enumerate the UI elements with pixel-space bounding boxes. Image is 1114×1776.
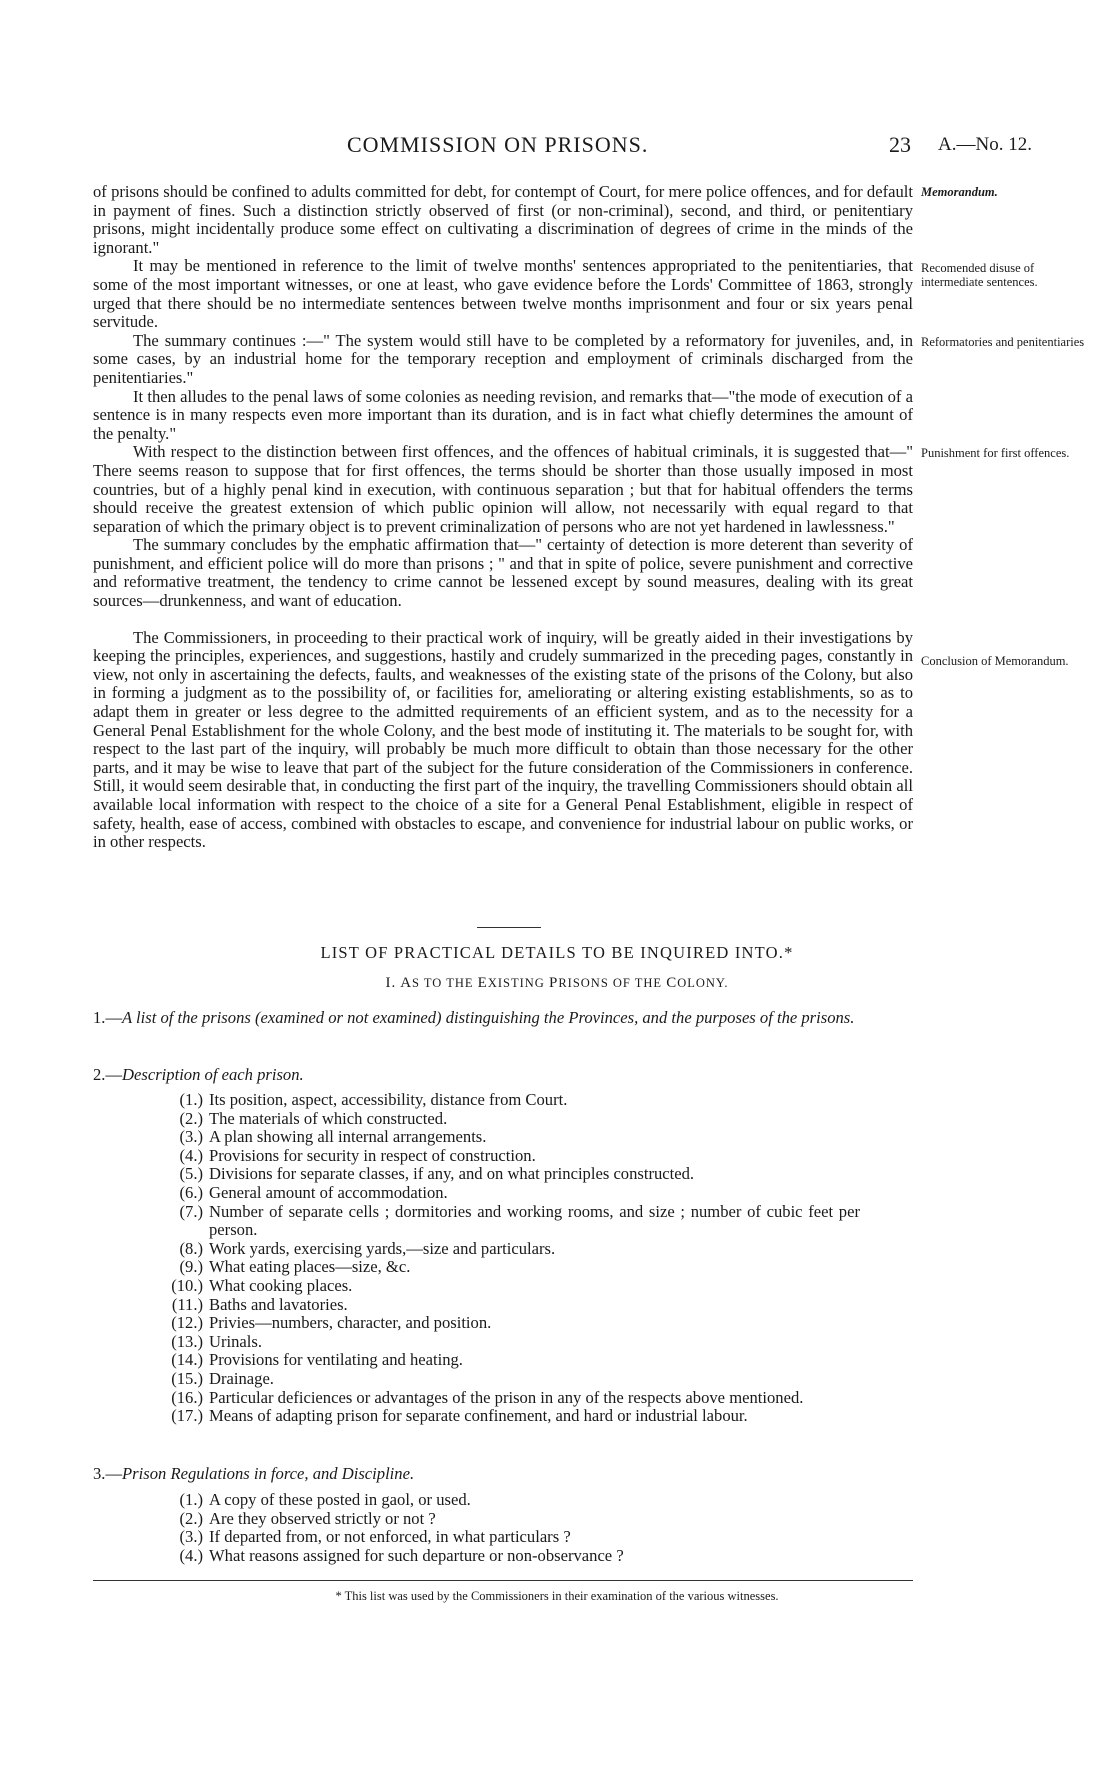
sublist-item-number: (3.) [179, 1127, 203, 1147]
sublist-item [160, 1258, 860, 1277]
paragraph: It may be mentioned in reference to the limit of twelve months' sentences appropriated to the penitentiaries, that some of the most important witnesses, or one at least, who gave evidence before the Lords' Committee of 1863, strongly urged that there should be no intermediate sentences between twelve months imprisonment and four or six years penal servitude. [93, 256, 913, 332]
sublist-item-text: Baths and lavatories. [209, 1294, 348, 1314]
sublist-item-number: (6.) [179, 1182, 203, 1202]
sublist-item-text: Are they observed strictly or not ? [209, 1508, 436, 1528]
sublist-item-text: If departed from, or not enforced, in what particulars ? [209, 1527, 571, 1547]
sublist-item [160, 1147, 860, 1166]
sublist-item-number: (2.) [179, 1108, 203, 1128]
page-header [0, 130, 1114, 160]
margin-note-memorandum: Memorandum. [921, 185, 998, 199]
sublist-item-number: (15.) [171, 1368, 203, 1388]
sublist-item-text: Privies—numbers, character, and position. [209, 1313, 492, 1333]
sublist-item-number: (8.) [179, 1238, 203, 1258]
sublist-item-number: (13.) [171, 1331, 203, 1351]
sublist-item-text: Work yards, exercising yards,—size and particulars. [209, 1238, 556, 1258]
sublist-item [160, 1110, 860, 1129]
sublist-item-text: What cooking places. [209, 1275, 353, 1295]
footnote: * This list was used by the Commissioners in their examination of the various witnesses. [335, 1589, 779, 1603]
sublist-item-number: (1.) [179, 1490, 203, 1509]
sublist-item [160, 1547, 860, 1566]
margin-note-recommended: Recomended disuse of intermediate sentences. [921, 261, 1038, 289]
paragraph: With respect to the distinction between first offences, and the offences of habitual criminals, it is suggested that—" There seems reason to suppose that for first offences, the terms should be shorter than those usually imposed in most countries, but of a highly penal kind in execution, with continuous separation ; but that for habitual offenders the terms should receive the greatest extension of which public opinion will allow, not necessarily with equal regard to that separation of which the primary object is to prevent criminalization of persons who are not yet hardened in lawlessness." [93, 442, 913, 536]
sublist-item-number: (16.) [171, 1387, 203, 1407]
sublist-item-text: Means of adapting prison for separate confinement, and hard or industrial labour. [209, 1406, 748, 1426]
sublist-item-text: Provisions for security in respect of construction. [209, 1145, 536, 1165]
sublist-item-number: (12.) [171, 1313, 203, 1333]
sublist-item [160, 1091, 860, 1110]
description-sublist [160, 1091, 860, 1426]
sublist-item-number: (9.) [179, 1257, 203, 1277]
running-title: COMMISSION ON PRISONS. [347, 132, 649, 157]
document-series: A.—No. 12. [938, 134, 1032, 155]
sublist-item-text: The materials of which constructed. [209, 1108, 448, 1128]
paragraph: of prisons should be confined to adults committed for debt, for contempt of Court, for mere police offences, and for default in payment of fines. Such a distinction strictly observed of first (or non-criminal), second, and third, or penitentiary prisons, might incidentally produce some effect on cultivating a discrimination of degrees of crime in the minds of the ignorant." [93, 182, 913, 257]
list-item-heading: 2.—Description of each prison. [93, 1065, 304, 1084]
section-subtitle: I. AS TO THE EXISTING PRISONS OF THE COLONY. [385, 975, 729, 991]
paragraph: It then alludes to the penal laws of some colonies as needing revision, and remarks that—"the mode of execution of a sentence is in many respects even more important than its duration, and is in fact what chiefly determines the amount of the penalty." [93, 386, 913, 443]
list-item-heading: 1.—A list of the prisons (examined or not examined) distinguishing the Provinces, and the purposes of the prisons. [93, 1008, 855, 1027]
sublist-item-text: What reasons assigned for such departure or non-observance ? [209, 1545, 624, 1565]
sublist-item [160, 1491, 860, 1510]
sublist-item-text: A plan showing all internal arrangements. [209, 1127, 487, 1147]
sublist-item [160, 1203, 860, 1240]
sublist-item [160, 1128, 860, 1147]
list-item-heading: 3.—Prison Regulations in force, and Discipline. [93, 1464, 415, 1483]
page-number: 23 [889, 132, 911, 157]
sublist-item-number: (7.) [179, 1201, 203, 1221]
paragraph: The summary continues :—" The system would still have to be completed by a reformatory for juveniles, and, in some cases, by an industrial home for the temporary reception and employment of criminals discharged from the penitentiaries." [93, 330, 913, 387]
sublist-item-number: (4.) [179, 1145, 203, 1165]
sublist-item [160, 1528, 860, 1547]
sublist-item [160, 1165, 860, 1184]
sublist-item-number: (5.) [179, 1164, 203, 1184]
sublist-item-text: General amount of accommodation. [209, 1182, 448, 1202]
sublist-item-number: (1.) [179, 1090, 203, 1109]
body-text [93, 183, 913, 852]
sublist-item [160, 1510, 860, 1529]
sublist-item-number: (14.) [171, 1350, 203, 1370]
sublist-item [160, 1389, 860, 1408]
sublist-item-number: (11.) [171, 1294, 203, 1314]
sublist-item [160, 1314, 860, 1333]
sublist-item [160, 1370, 860, 1389]
sublist-item-number: (17.) [171, 1406, 203, 1426]
paragraph: The summary concludes by the emphatic affirmation that—" certainty of detection is more deterent than severity of punishment, and efficient police will do more than prisons ; " and that in spite of police, severe punishment and corrective and reformative treatment, the tendency to crime cannot be lessened except by sound measures, dealing with its great sources—drunkenness, and want of education. [93, 535, 913, 611]
regulations-sublist [160, 1491, 860, 1565]
sublist-item-number: (4.) [179, 1545, 203, 1565]
sublist-item-number: (10.) [171, 1275, 203, 1295]
margin-note-punishment: Punishment for first offences. [921, 446, 1070, 460]
sublist-item-text: Particular deficiences or advantages of the prison in any of the respects above mentioned. [209, 1387, 804, 1407]
sublist-item-text: What eating places—size, &c. [209, 1257, 411, 1277]
sublist-item-text: Its position, aspect, accessibility, distance from Court. [209, 1090, 568, 1109]
sublist-item-number: (3.) [179, 1527, 203, 1547]
footnote-rule [93, 1580, 913, 1581]
margin-note-reformatories: Reformatories and penitentiaries [921, 335, 1085, 349]
sublist-item [160, 1296, 860, 1315]
list-title: LIST OF PRACTICAL DETAILS TO BE INQUIRED INTO.* [320, 943, 794, 962]
section-divider [477, 927, 541, 928]
sublist-item [160, 1351, 860, 1370]
sublist-item [160, 1184, 860, 1203]
sublist-item-text: Provisions for ventilating and heating. [209, 1350, 463, 1370]
sublist-item-text: Divisions for separate classes, if any, and on what principles constructed. [209, 1164, 695, 1184]
sublist-item [160, 1333, 860, 1352]
sublist-item [160, 1277, 860, 1296]
sublist-item-text: A copy of these posted in gaol, or used. [209, 1490, 471, 1509]
sublist-item [160, 1407, 860, 1426]
sublist-item-text: Drainage. [209, 1368, 274, 1388]
paragraph: The Commissioners, in proceeding to their practical work of inquiry, will be greatly aided in their investigations by keeping the principles, experiences, and suggestions, hastily and crudely summarized in the preceding pages, constantly in view, not only in ascertaining the defects, faults, and weaknesses of the existing state of the prisons of the Colony, but also in forming a judgment as to the possibility of, or facilities for, ameliorating or altering existing establishments, so as to adapt them in greater or less degree to the admitted requirements of an efficient system, and as to the necessity for a General Penal Establishment for the whole Colony, and the best mode of instituting it. The materials to be sought for, with respect to the last part of the inquiry, will probably be much more difficult to obtain than those necessary for the other parts, and it may be wise to leave that part of the subject for the future consideration of the Commissioners in conference. Still, it would seem desirable that, in conducting the first part of the inquiry, the travelling Commissioners should obtain all available local information with respect to the choice of a site for a General Penal Establishment, eligible in respect of safety, health, ease of access, combined with obstacles to escape, and convenience for industrial labour on public works, or in other respects. [93, 627, 913, 852]
sublist-item [160, 1240, 860, 1259]
sublist-item-text: Number of separate cells ; dormitories and working rooms, and size ; number of cubic feet per person. [209, 1201, 860, 1240]
sublist-item-number: (2.) [179, 1508, 203, 1528]
sublist-item-text: Urinals. [209, 1331, 262, 1351]
margin-note-conclusion: Conclusion of Memorandum. [921, 654, 1069, 668]
